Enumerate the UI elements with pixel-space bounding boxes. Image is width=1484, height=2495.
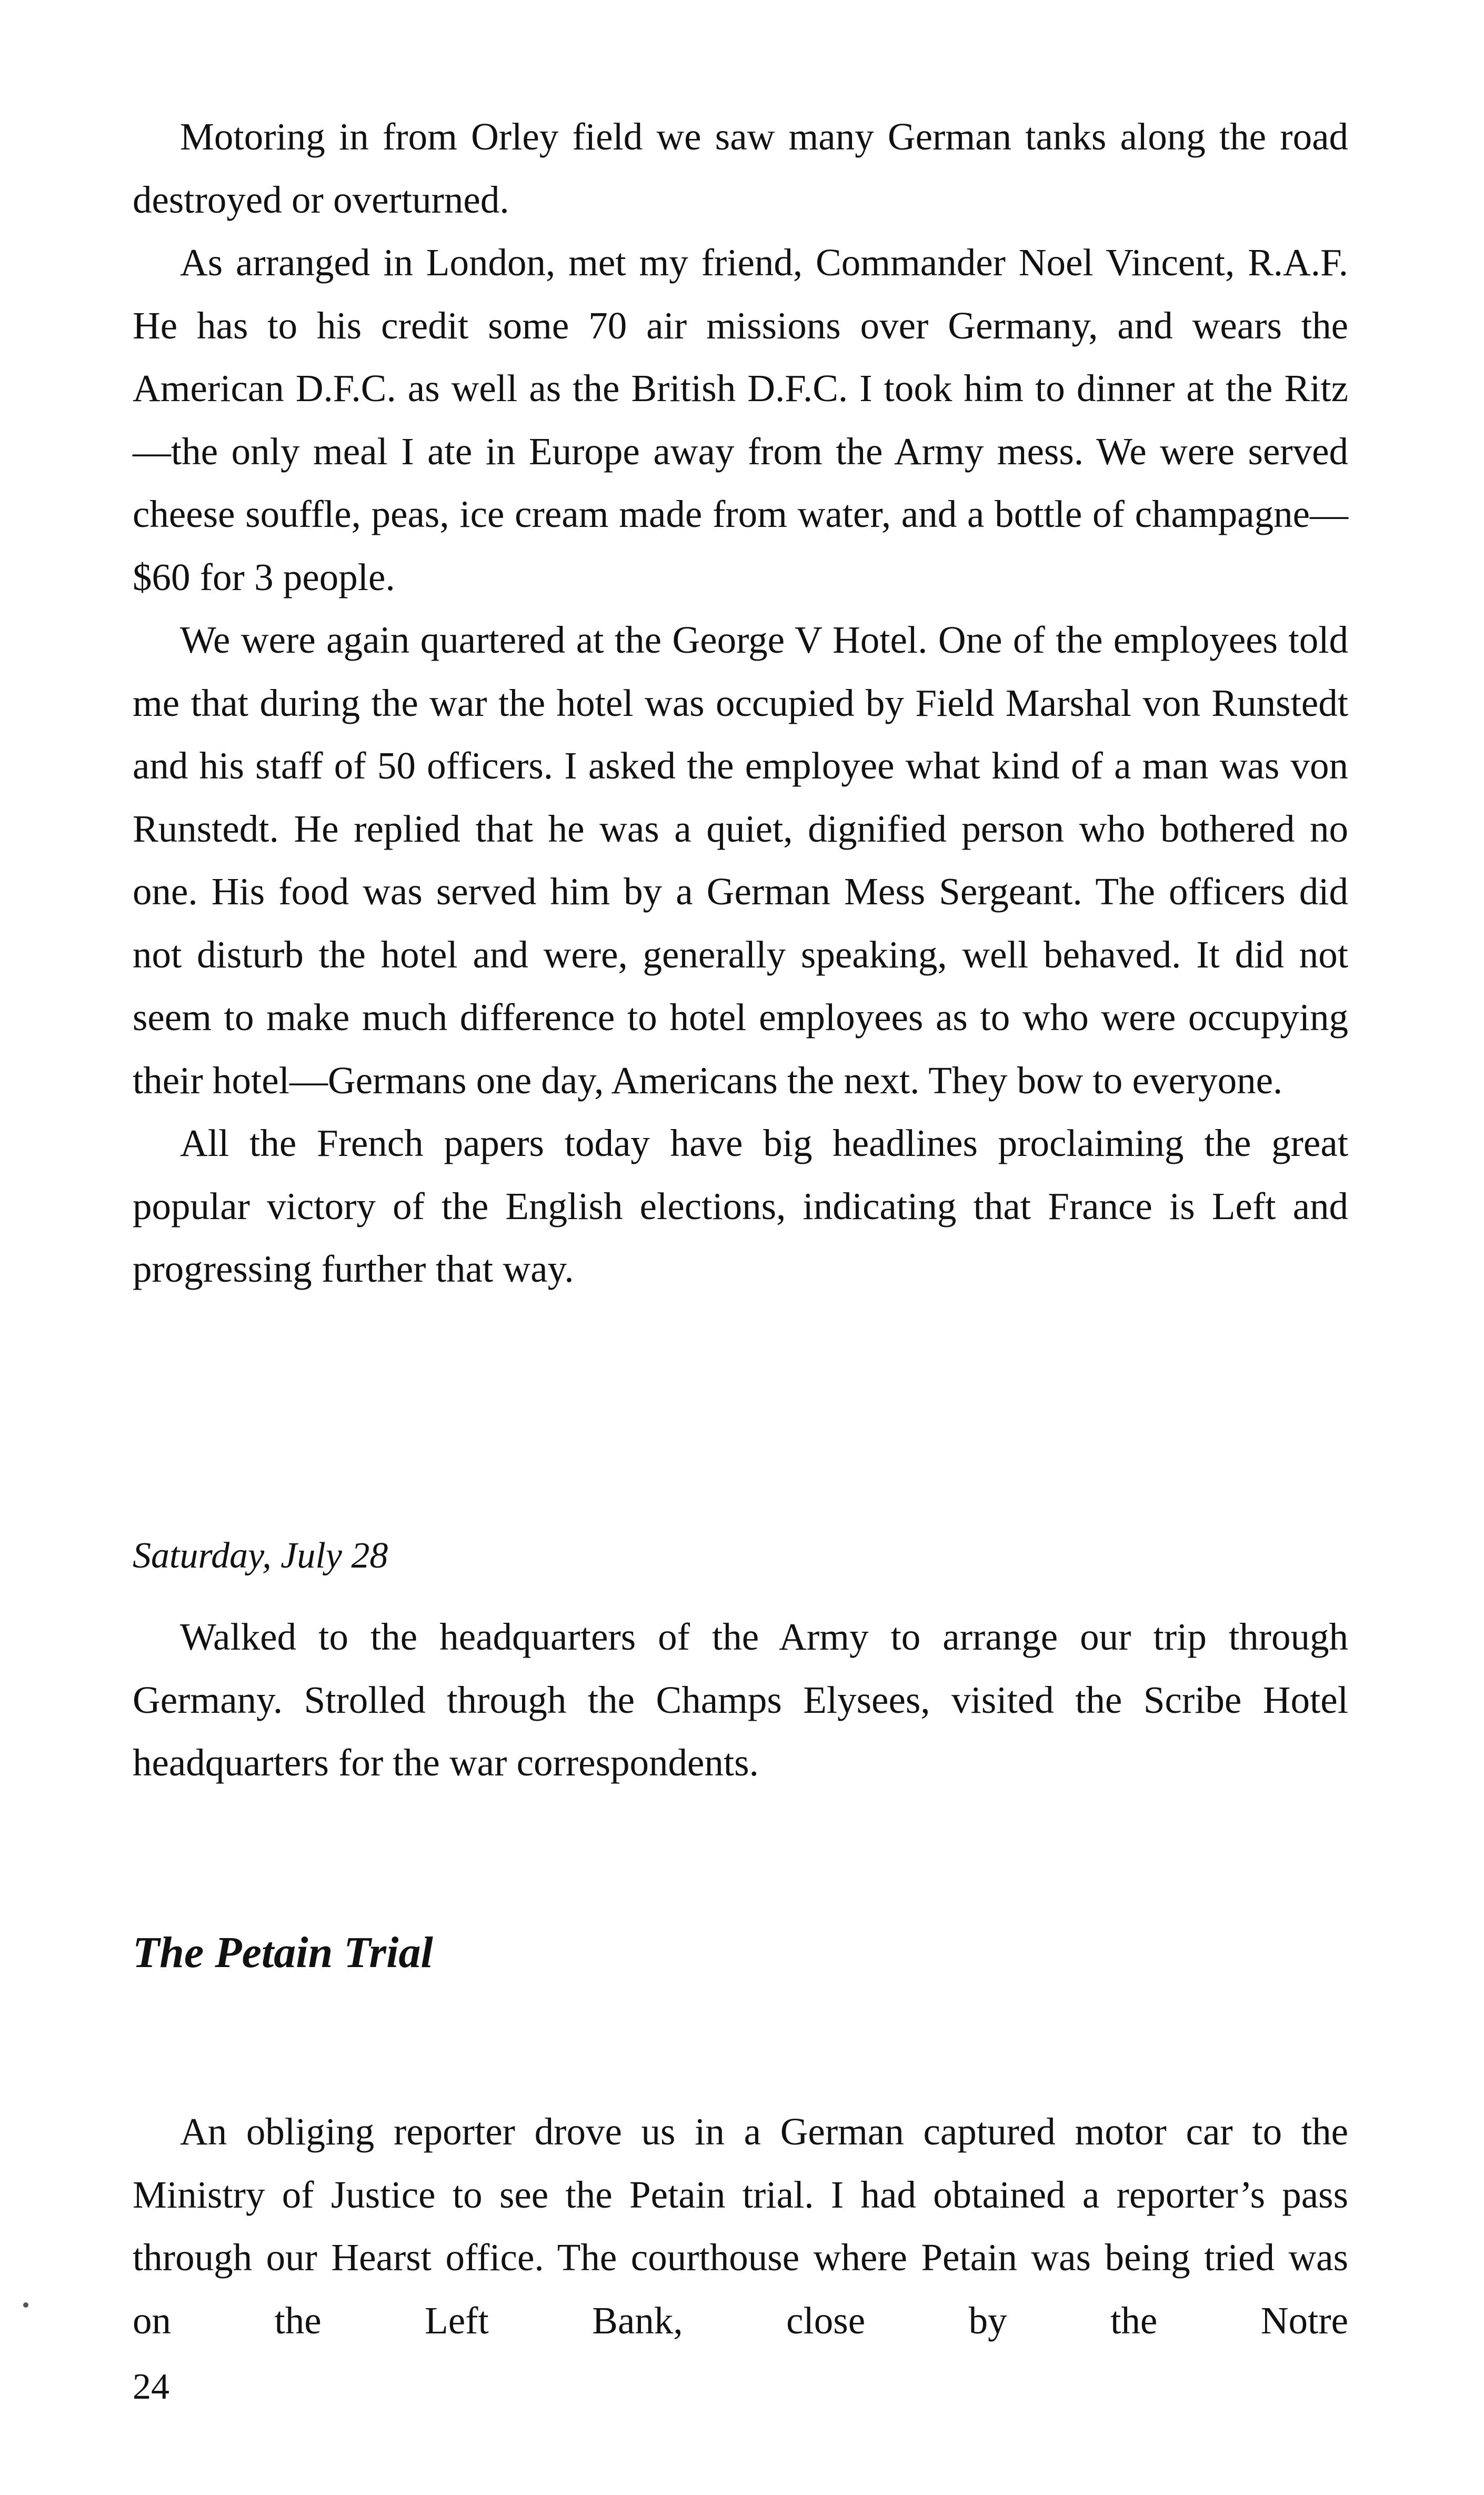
page-number: 24: [133, 2367, 169, 2407]
paragraph-noel-vincent: As arranged in London, met my friend, Commander Noel Vincent, R.A.F. He has to his credit some 70 air missions over Germany, and wears the American D.F.C. as well as the British D.F.C. I took him to dinner at the Ritz—the only meal I ate in Europe away from the Army mess. We were served cheese souffle, peas, ice cream made from water, and a bottle of champagne—$60 for 3 people.: [133, 241, 1348, 598]
paragraph-orley-field: Motoring in from Orley field we saw many German tanks along the road destroyed or overturned.: [133, 115, 1348, 221]
section-heading-block: [133, 1924, 1348, 1982]
paragraph-french-papers: All the French papers today have big headlines proclaiming the great popular victory of the English elections, indicating that France is Left and progressing further that way.: [133, 1122, 1348, 1290]
paragraph-petain-trial: An obliging reporter drove us in a German captured motor car to the Ministry of Justice to see the Petain trial. I had obtained a reporter’s pass through our Hearst office. The courthouse where Petain was being tried was on the Left Bank, close by the Notre: [133, 2110, 1348, 2342]
paragraph-george-v-hotel: We were again quartered at the George V Hotel. One of the employees told me that during the war the hotel was occupied by Field Marshal von Runstedt and his staff of 50 officers. I asked the employee what kind of a man was von Runstedt. He replied that he was a quiet, dignified person who bothered no one. His food was served him by a German Mess Sergeant. The officers did not disturb the hotel and were, generally speaking, well behaved. It did not seem to make much difference to hotel employees as to who were occupying their hotel—Germans one day, Americans the next. They bow to everyone.: [133, 618, 1348, 1102]
date-heading: Saturday, July 28: [133, 1535, 388, 1576]
paragraph-army-headquarters: Walked to the headquarters of the Army to arrange our trip through Germany. Strolled through the Champs Elysees, visited the Scribe Hotel headquarters for the war correspondents.: [133, 1615, 1348, 1784]
date-heading-block: [133, 1530, 1348, 1582]
text-block-top: [133, 105, 1348, 1301]
text-block-petain: [133, 2100, 1348, 2352]
section-heading: The Petain Trial: [133, 1928, 433, 1977]
print-speck: [23, 2302, 28, 2308]
text-block-date-entry: [133, 1605, 1348, 1794]
